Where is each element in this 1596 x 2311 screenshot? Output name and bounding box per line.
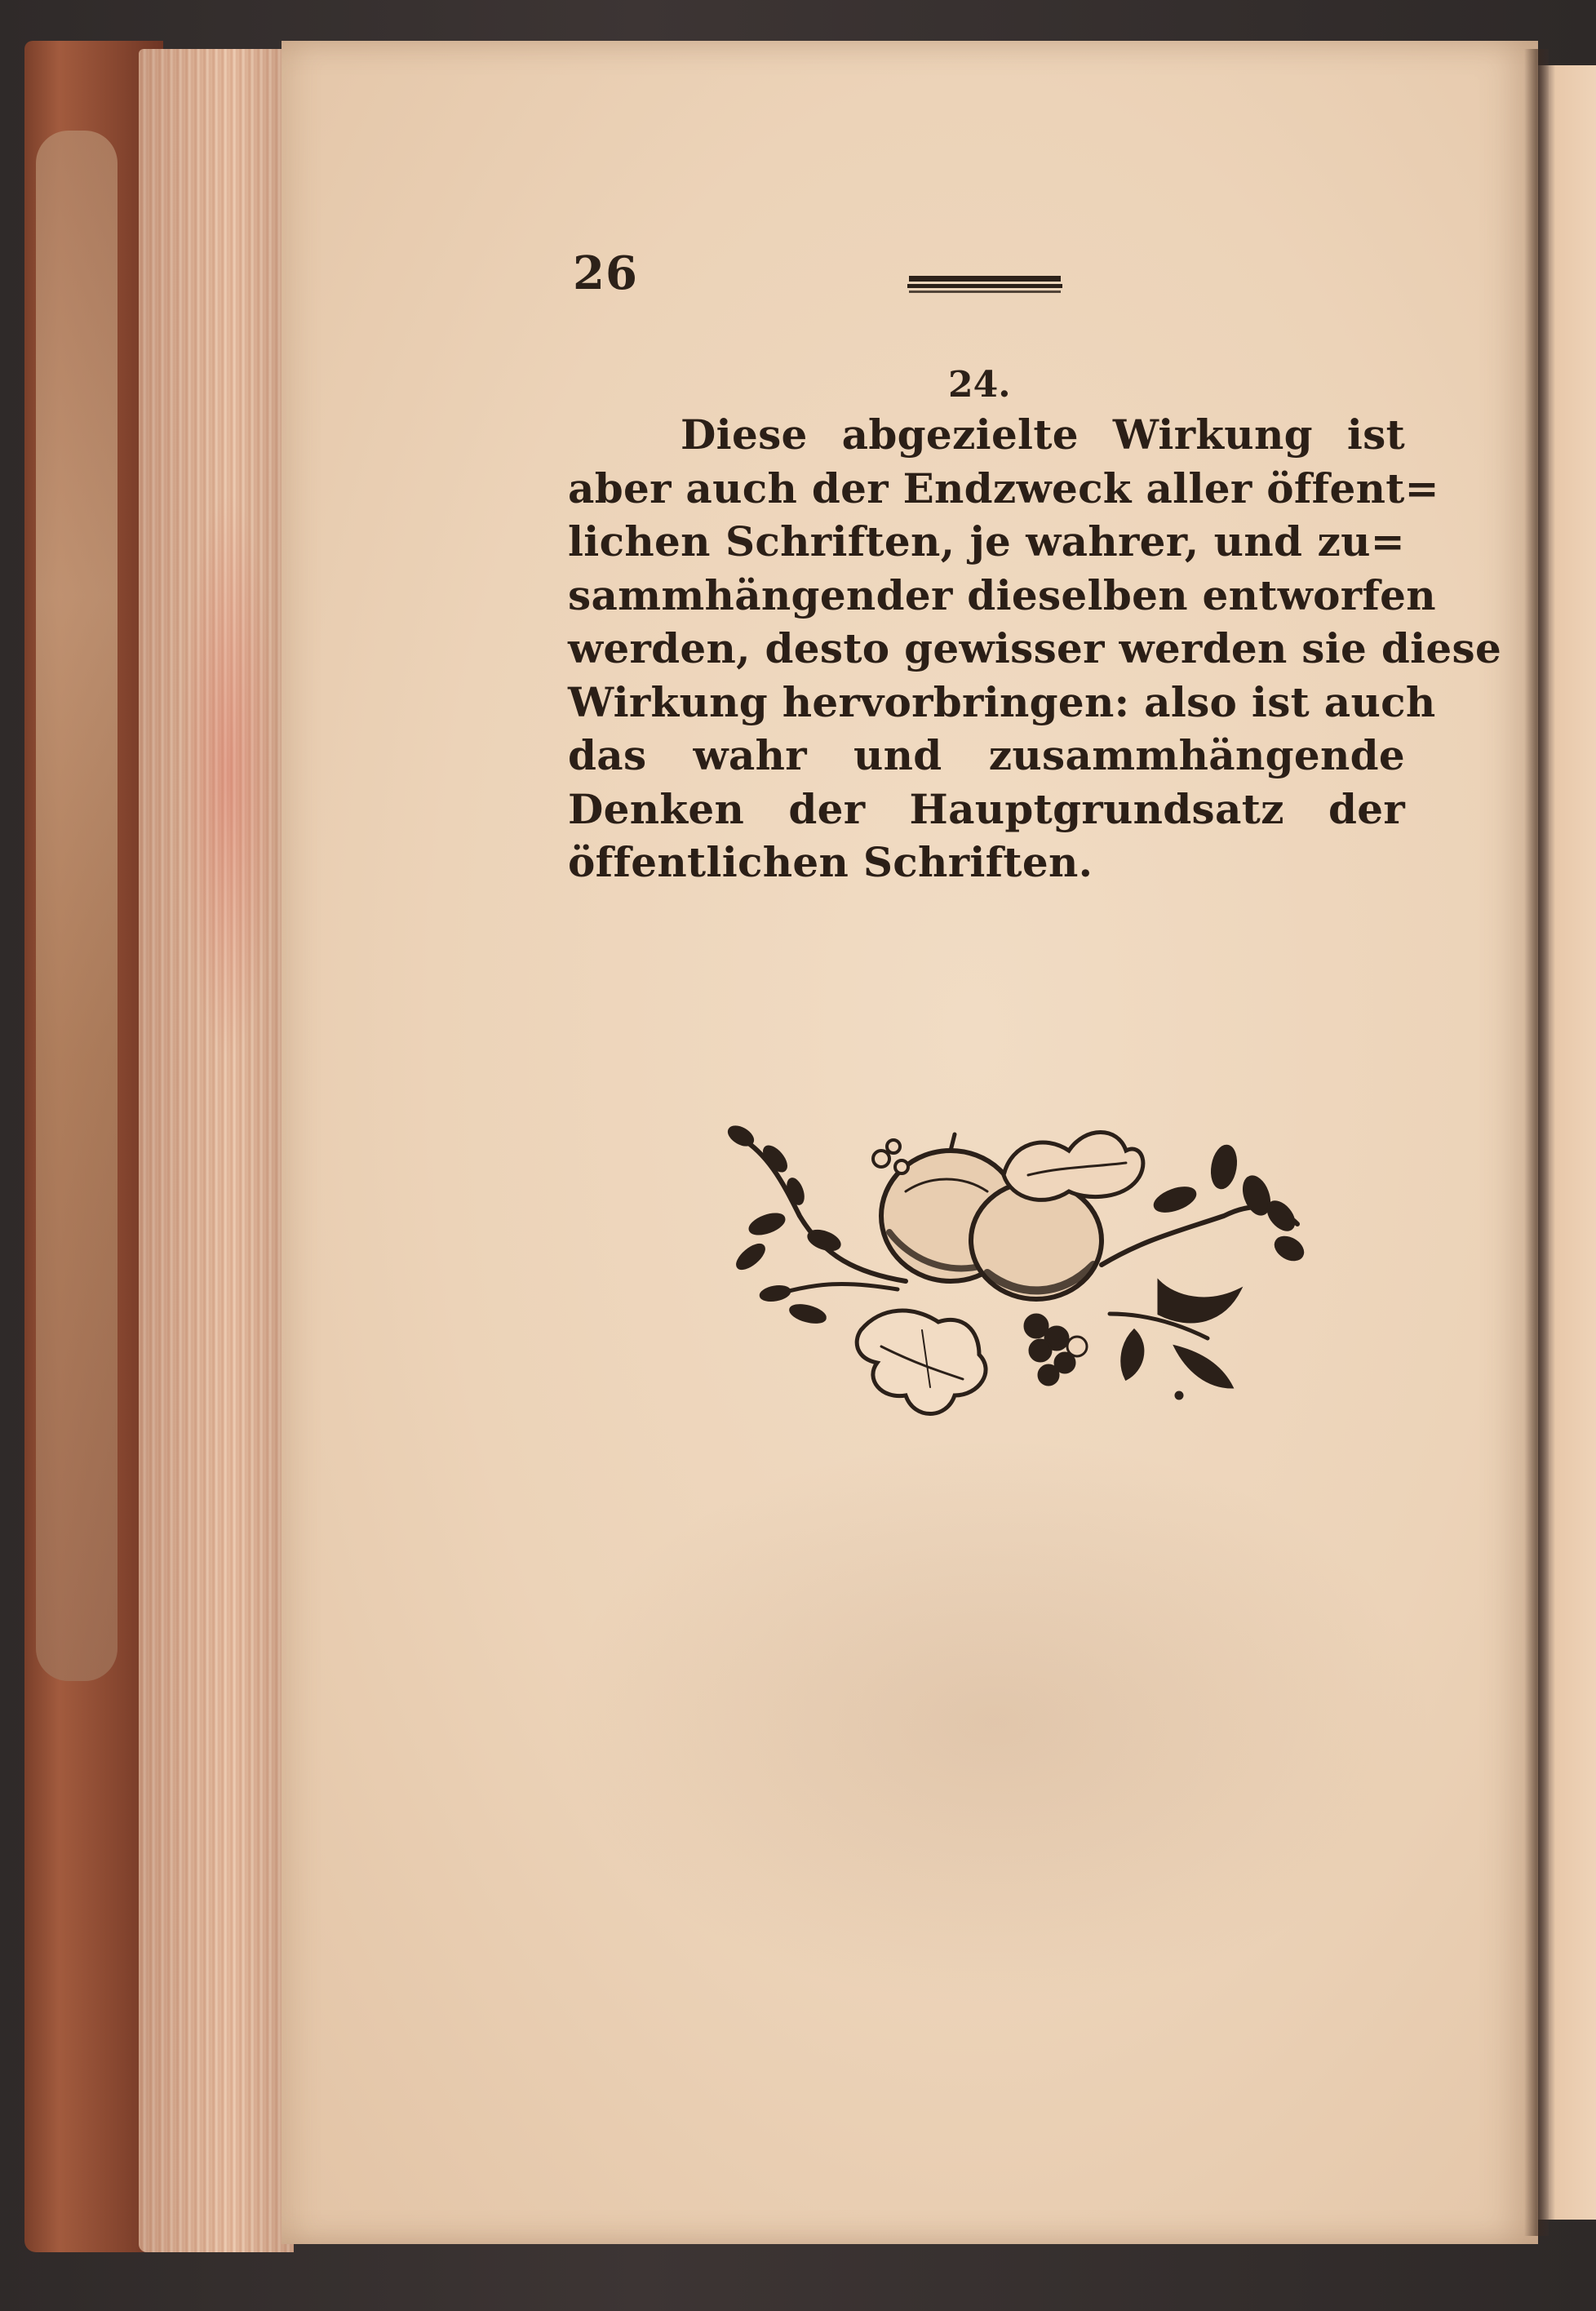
body-line: werden, desto gewisser werden sie diese: [568, 624, 1502, 672]
body-line: lichen Schriften, je wahrer, und zu=: [568, 517, 1405, 566]
body-line: Diese abgezielte Wirkung ist: [681, 410, 1405, 459]
fruit-vignette-icon: [718, 1118, 1314, 1436]
body-line: öffentlichen Schriften.: [568, 838, 1093, 886]
section-number: 24.: [948, 364, 1011, 406]
body-line: sammhängender dieselben entworfen: [568, 570, 1436, 619]
header-rule: [907, 273, 1062, 299]
body-paragraph: [568, 408, 1502, 889]
body-line: das wahr und zusammhängende: [568, 731, 1405, 779]
body-line: aber auch der Endzweck aller öffent=: [568, 464, 1439, 512]
body-line: Denken der Hauptgrundsatz der: [568, 784, 1405, 833]
page-number: 26: [573, 246, 638, 300]
fore-edge-shading: [139, 49, 294, 2252]
body-line: Wirkung hervorbringen: also ist auch: [568, 677, 1436, 726]
page-gutter: [1524, 49, 1549, 2236]
fore-edge-stain: [180, 490, 277, 1061]
cover-wear-patch: [36, 131, 117, 1681]
print-show-through: [555, 1436, 1436, 2007]
